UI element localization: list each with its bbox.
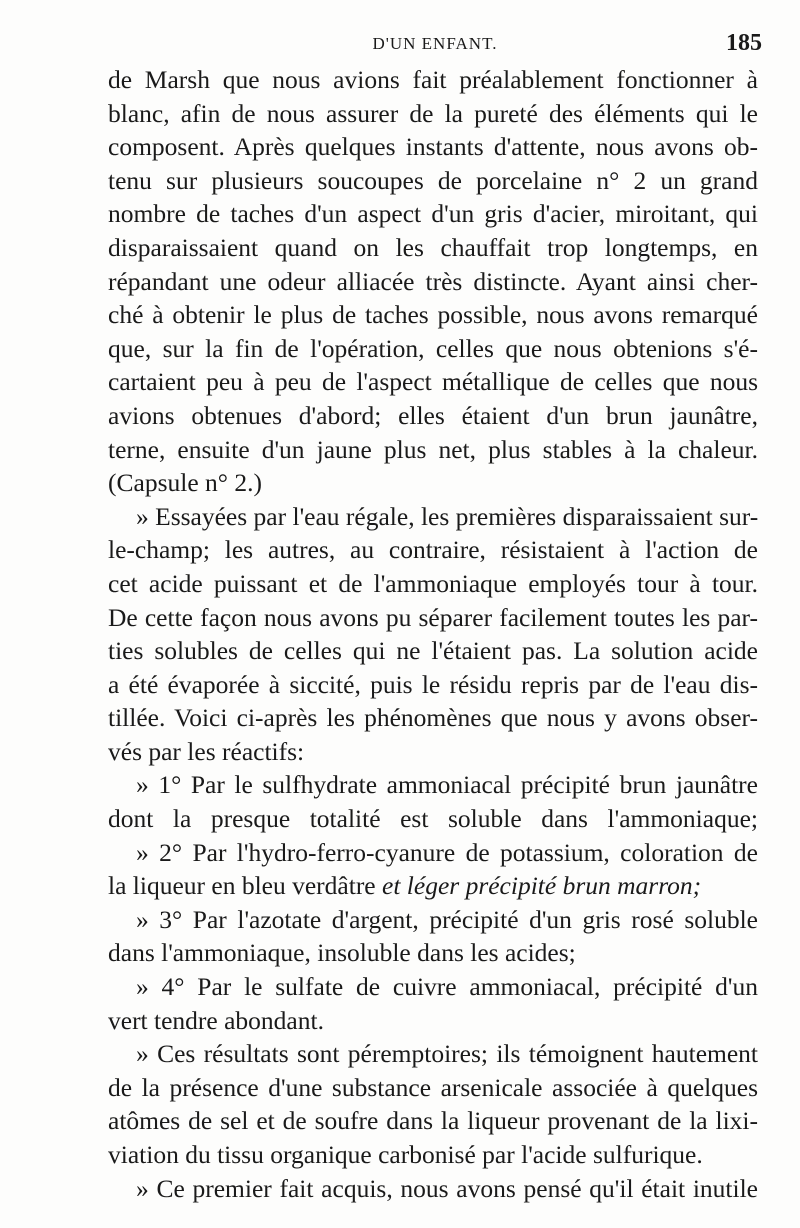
text-line: de Marsh que nous avions fait préalablement fonctionner à xyxy=(108,65,758,94)
body-text xyxy=(108,63,758,1205)
running-head: D'UN ENFANT. xyxy=(372,34,498,53)
text-line: que, sur la fin de l'opération, celles que nous obtenions s'é- xyxy=(108,333,758,363)
page-number: 185 xyxy=(726,30,762,56)
text-line: de la présence d'une substance arsenicale associée à quelques xyxy=(108,1072,758,1102)
text-line: De cette façon nous avons pu séparer facilement toutes les par- xyxy=(108,602,758,632)
text-line: atômes de sel et de soufre dans la liqueur provenant de la lixi- xyxy=(108,1106,758,1136)
text-line xyxy=(108,869,758,903)
text-line: » 1° Par le sulfhydrate ammoniacal précipité brun jaunâtre xyxy=(136,770,758,800)
page-header xyxy=(110,32,760,62)
text-line: » Essayées par l'eau régale, les premières disparaissaient sur- xyxy=(136,501,759,531)
text-line: disparaissaient quand on les chauffait trop longtemps, en xyxy=(108,232,758,262)
text-line: » Ces résultats sont péremptoires; ils témoignent hautement xyxy=(136,1039,758,1069)
text-line: dont la presque totalité est soluble dans l'ammoniaque; xyxy=(108,804,758,834)
text-line: » 4° Par le sulfate de cuivre ammoniacal, précipité d'un xyxy=(136,972,758,1002)
text-line: terne, ensuite d'un jaune plus net, plus stables à la chaleur. xyxy=(108,434,758,464)
text-line: cet acide puissant et de l'ammoniaque employés tour à tour. xyxy=(108,568,758,598)
text-line: répandant une odeur alliacée très distincte. Ayant ainsi cher- xyxy=(108,266,758,296)
text-line: tenu sur plusieurs soucoupes de porcelaine n° 2 un grand xyxy=(108,165,758,195)
text-line: ties solubles de celles qui ne l'étaient pas. La solution acide xyxy=(108,636,758,666)
text-line-roman: la liqueur en bleu verdâtre xyxy=(108,871,376,901)
text-line: a été évaporée à siccité, puis le résidu repris par de l'eau dis- xyxy=(108,669,758,699)
text-line: le-champ; les autres, au contraire, résistaient à l'action de xyxy=(108,535,758,565)
text-line-italic: et léger précipité brun marron; xyxy=(382,871,702,901)
text-line: vés par les réactifs: xyxy=(108,736,305,766)
text-line: blanc, afin de nous assurer de la pureté des éléments qui le xyxy=(108,98,758,128)
text-line: cartaient peu à peu de l'aspect métallique de celles que nous xyxy=(108,367,758,397)
text-line: » 2° Par l'hydro-ferro-cyanure de potassium, coloration de xyxy=(136,837,758,867)
text-line: composent. Après quelques instants d'attente, nous avons ob- xyxy=(108,132,758,162)
text-line: vert tendre abondant. xyxy=(108,1005,324,1035)
text-line: dans l'ammoniaque, insoluble dans les acides; xyxy=(108,938,576,968)
text-line: » Ce premier fait acquis, nous avons pensé qu'il était inutile xyxy=(136,1173,758,1203)
text-line: avions obtenues d'abord; elles étaient d'un brun jaunâtre, xyxy=(108,400,758,430)
text-line: ché à obtenir le plus de taches possible, nous avons remarqué xyxy=(108,300,758,330)
text-line: nombre de taches d'un aspect d'un gris d'acier, miroitant, qui xyxy=(108,199,758,229)
text-line: viation du tissu organique carbonisé par l'acide sulfurique. xyxy=(108,1140,703,1169)
text-line: tillée. Voici ci-après les phénomènes que nous y avons obser- xyxy=(108,703,758,733)
text-line: (Capsule n° 2.) xyxy=(108,468,262,498)
text-line: » 3° Par l'azotate d'argent, précipité d'un gris rosé soluble xyxy=(136,904,758,934)
